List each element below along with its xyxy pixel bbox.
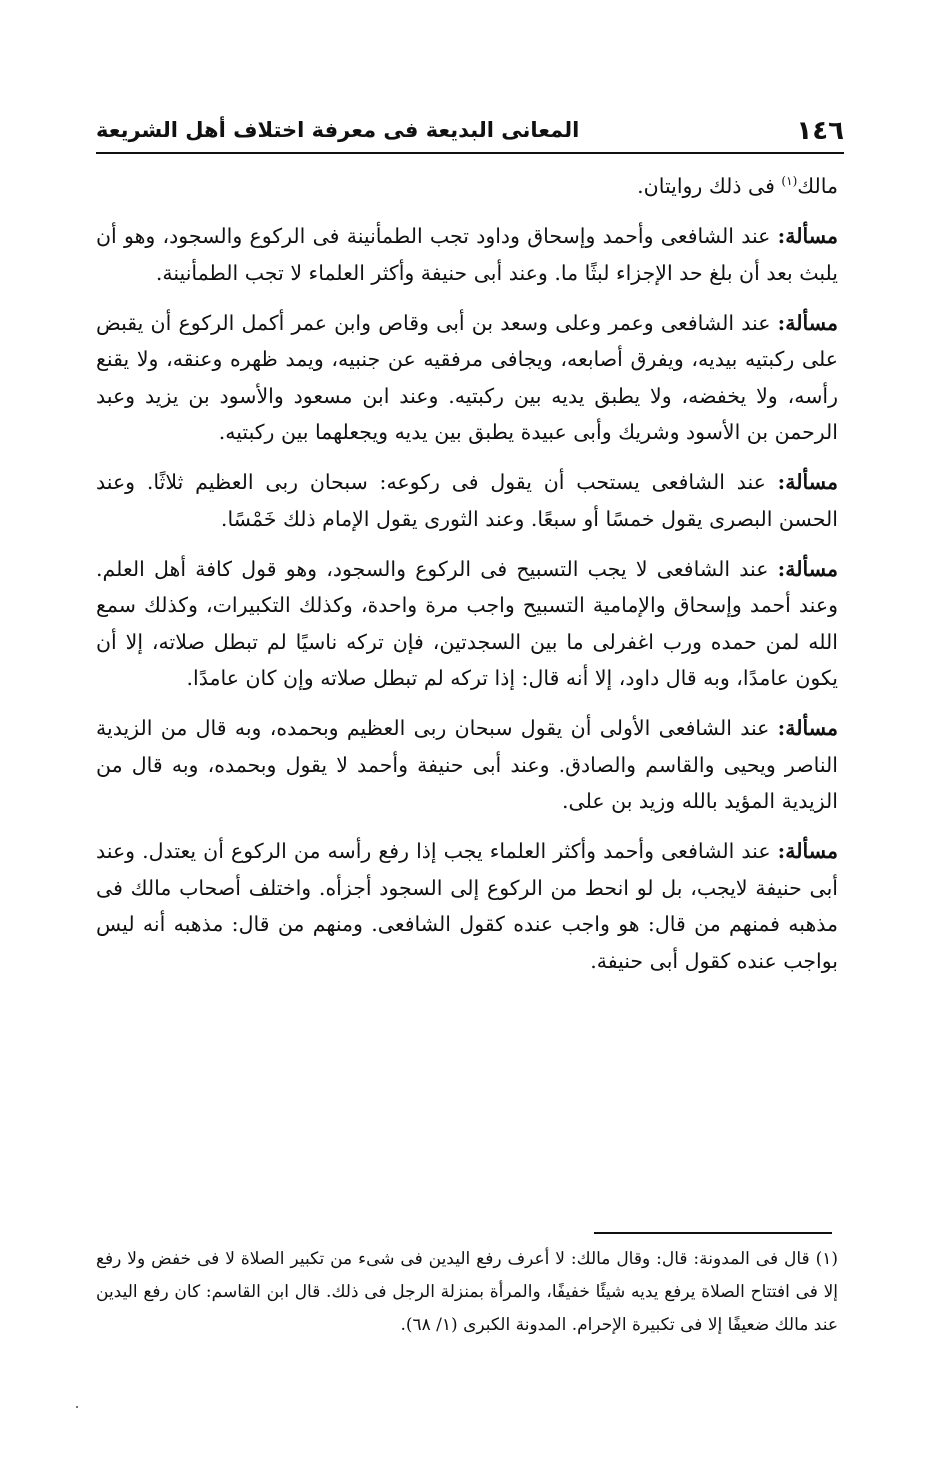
main-text xyxy=(96,168,838,993)
masala-label: مسألة: xyxy=(777,470,838,494)
paragraph-text: عند الشافعى لا يجب التسبيح فى الركوع والسجود، وهو قول كافة أهل العلم. وعند أحمد وإسحاق والإمامية التسبيح واجب مرة واحدة، وكذلك التكبيرات، وكذلك سمع الله لمن حمده ورب اغفرلى ما بين السجدتين، فإن تركه ناسيًا لم تبطل صلاته، إلا أن يكون عامدًا، وبه قال داود، إلا أنه قال: إذا تركه لم تبطل صلاته وإن كان عامدًا. xyxy=(96,556,838,690)
footnote-ref: (١) xyxy=(781,174,798,189)
footnote xyxy=(96,1243,838,1342)
paragraph-4 xyxy=(96,551,838,697)
paragraph-1 xyxy=(96,218,838,291)
paragraph-text: عند الشافعى وأحمد وإسحاق وداود تجب الطمأنينة فى الركوع والسجود، وهو أن يلبث بعد أن بلغ حد الإجزاء لبثًا ما. وعند أبى حنيفة وأكثر العلماء لا تجب الطمأنينة. xyxy=(96,224,838,285)
paragraph-text: عند الشافعى وعمر وعلى وسعد بن أبى وقاص وابن عمر أكمل الركوع أن يقبض على ركبتيه بيديه، ويفرق أصابعه، ويجافى مرفقيه عن جنبيه، ويمد ظهره وعنقه، ولا يقنع رأسه، ولا يخفضه، ولا يطبق يديه بين ركبتيه. وعند ابن مسعود والأسود بن يزيد وعبد الرحمن بن الأسود وشريك وأبى عبيدة يطبق بين يديه ويجعلهما بين ركبتيه. xyxy=(96,310,839,444)
paragraph-2 xyxy=(96,305,838,451)
masala-label: مسألة: xyxy=(777,224,838,248)
paragraph-0 xyxy=(96,168,838,205)
paragraph-0-text-after: فى ذلك روايتان. xyxy=(637,174,782,198)
paragraph-text: عند الشافعى الأولى أن يقول سبحان ربى العظيم وبحمده، وبه قال من الزيدية الناصر ويحيى والقاسم والصادق. وعند أبى حنيفة وأحمد لا يقول وبحمده، وبه قال من الزيدية المؤيد بالله وزيد بن على. xyxy=(96,716,838,813)
paragraph-0-text: مالك xyxy=(797,174,838,198)
page-number: ١٤٦ xyxy=(796,116,844,146)
masala-label: مسألة: xyxy=(777,716,838,740)
scan-speck xyxy=(76,1406,78,1408)
paragraph-text: عند الشافعى يستحب أن يقول فى ركوعه: سبحان ربى العظيم ثلاثًا. وعند الحسن البصرى يقول خمسًا أو سبعًا. وعند الثورى يقول الإمام ذلك خَمْسًا. xyxy=(96,470,838,531)
masala-label: مسألة: xyxy=(777,310,838,335)
footnote-text: (١) قال فى المدونة: قال: وقال مالك: لا أعرف رفع اليدين فى شىء من تكبير الصلاة لا فى خفض ولا رفع إلا فى افتتاح الصلاة يرفع يديه شيئًا خفيفًا، والمرأة بمنزلة الرجل فى ذلك. قال ابن القاسم: كان رفع اليدين عند مالك ضعيفًا إلا فى تكبيرة الإحرام. المدونة الكبرى (١/ ٦٨). xyxy=(96,1249,838,1335)
header-rule xyxy=(96,152,844,154)
footnote-rule xyxy=(594,1232,832,1234)
masala-label: مسألة: xyxy=(777,556,838,581)
masala-label: مسألة: xyxy=(777,839,838,863)
paragraph-6 xyxy=(96,833,838,979)
page-header xyxy=(96,112,844,156)
paragraph-text: عند الشافعى وأحمد وأكثر العلماء يجب إذا رفع رأسه من الركوع أن يعتدل. وعند أبى حنيفة لايجب، بل لو انحط من الركوع إلى السجود أجزأه. واختلف أصحاب مالك فى مذهبه فمنهم من قال: هو واجب عنده كقول الشافعى. ومنهم من قال: مذهبه أنه ليس بواجب عنده كقول أبى حنيفة. xyxy=(96,839,838,973)
paragraph-3 xyxy=(96,464,838,537)
running-title: المعانى البديعة فى معرفة اختلاف أهل الشريعة xyxy=(96,118,580,142)
paragraph-5 xyxy=(96,710,838,820)
